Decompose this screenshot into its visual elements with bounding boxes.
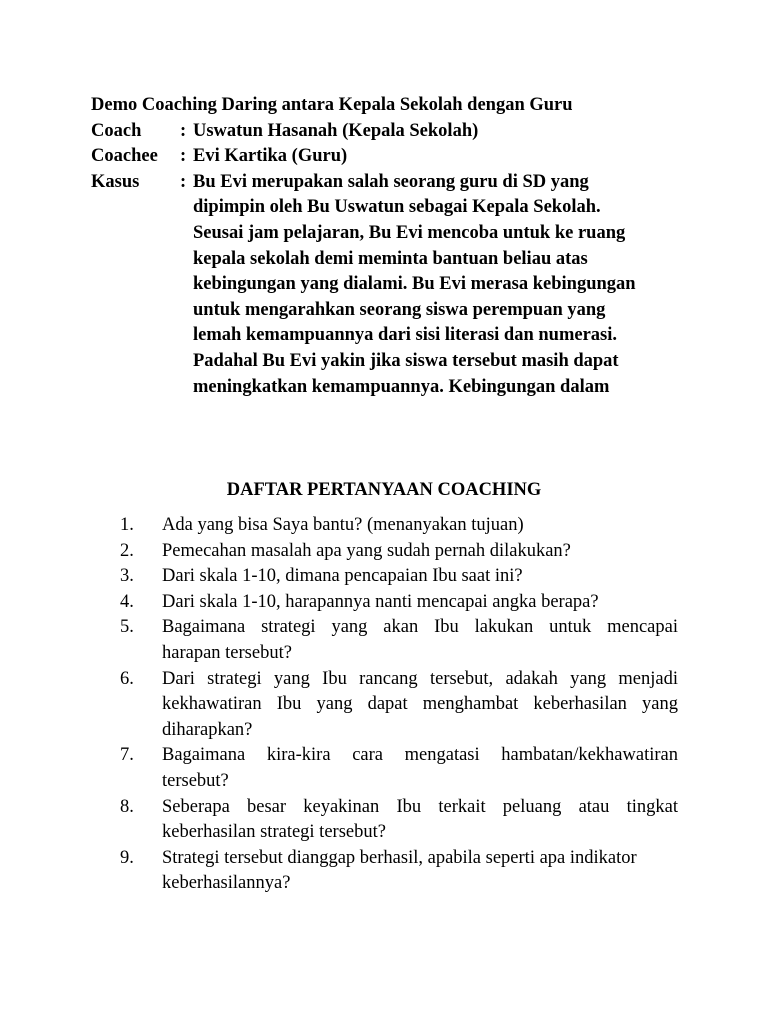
kasus-line: Seusai jam pelajaran, Bu Evi mencoba untuk ke ruang xyxy=(193,222,626,243)
question-number: 3. xyxy=(120,566,134,587)
question-line: Ada yang bisa Saya bantu? (menanyakan tujuan) xyxy=(162,515,524,535)
coachee-value: Evi Kartika (Guru) xyxy=(193,146,348,167)
question-number: 6. xyxy=(120,668,134,689)
question-line: Bagaimana kira-kira cara mengatasi hambatan/kekhawatiran xyxy=(162,745,678,766)
kasus-line: lemah kemampuannya dari sisi literasi dan numerasi. xyxy=(193,325,618,346)
question-line: Dari skala 1-10, harapannya nanti mencapai angka berapa? xyxy=(162,591,599,612)
question-text xyxy=(162,513,678,539)
question-text xyxy=(162,795,678,846)
document-title-row xyxy=(91,93,691,119)
question-item xyxy=(120,667,678,744)
kasus-line: Padahal Bu Evi yakin jika siswa tersebut masih dapat xyxy=(193,350,619,371)
question-line: harapan tersebut? xyxy=(162,642,292,663)
question-line: Bagaimana strategi yang akan Ibu lakukan untuk mencapai xyxy=(162,617,678,638)
coach-colon: : xyxy=(180,120,187,141)
question-item xyxy=(120,513,678,539)
coach-row xyxy=(91,119,691,145)
question-text xyxy=(162,846,678,897)
question-line: diharapkan? xyxy=(162,719,253,740)
coachee-row xyxy=(91,144,691,170)
question-text xyxy=(162,743,678,794)
document-title: Demo Coaching Daring antara Kepala Sekolah dengan Guru xyxy=(91,95,573,115)
question-item xyxy=(120,615,678,666)
question-text xyxy=(162,590,678,616)
kasus-colon: : xyxy=(180,171,187,192)
question-line: kekhawatiran Ibu yang dapat menghambat keberhasilan yang xyxy=(162,694,678,715)
question-item xyxy=(120,590,678,616)
question-list xyxy=(120,513,678,897)
question-line: keberhasilannya? xyxy=(162,873,291,894)
question-number: 7. xyxy=(120,745,134,766)
document-header xyxy=(91,93,691,400)
section-title: DAFTAR PERTANYAAN COACHING xyxy=(226,480,542,500)
kasus-line: kepala sekolah demi meminta bantuan beliau atas xyxy=(193,248,588,269)
kasus-line: meningkatkan kemampuannya. Kebingungan dalam xyxy=(193,376,610,397)
kasus-row xyxy=(91,170,691,400)
kasus-description xyxy=(193,170,691,400)
kasus-label: Kasus xyxy=(91,171,140,192)
coachee-colon: : xyxy=(180,146,187,167)
kasus-line: kebingungan yang dialami. Bu Evi merasa kebingungan xyxy=(193,274,636,295)
question-line: Pemecahan masalah apa yang sudah pernah dilakukan? xyxy=(162,540,571,561)
question-text xyxy=(162,539,678,565)
question-text xyxy=(162,667,678,744)
question-text xyxy=(162,615,678,666)
question-number: 1. xyxy=(120,515,134,535)
question-item xyxy=(120,539,678,565)
kasus-line: Bu Evi merupakan salah seorang guru di SD yang xyxy=(193,171,589,192)
question-item xyxy=(120,564,678,590)
question-text xyxy=(162,564,678,590)
question-number: 5. xyxy=(120,617,134,638)
question-number: 4. xyxy=(120,591,134,612)
question-number: 2. xyxy=(120,540,134,561)
question-number: 9. xyxy=(120,847,134,868)
kasus-line: untuk mengarahkan seorang siswa perempuan yang xyxy=(193,299,606,320)
question-line: keberhasilan strategi tersebut? xyxy=(162,822,386,843)
coachee-label: Coachee xyxy=(91,146,158,167)
question-item xyxy=(120,743,678,794)
question-line: Strategi tersebut dianggap berhasil, apabila seperti apa indikator xyxy=(162,847,637,868)
question-number: 8. xyxy=(120,796,134,817)
question-line: Seberapa besar keyakinan Ibu terkait peluang atau tingkat xyxy=(162,796,678,817)
question-line: tersebut? xyxy=(162,770,229,791)
question-item xyxy=(120,846,678,897)
coach-value: Uswatun Hasanah (Kepala Sekolah) xyxy=(193,120,479,141)
coach-label: Coach xyxy=(91,120,142,141)
kasus-line: dipimpin oleh Bu Uswatun sebagai Kepala Sekolah. xyxy=(193,197,601,218)
question-line: Dari strategi yang Ibu rancang tersebut, adakah yang menjadi xyxy=(162,668,678,689)
question-line: Dari skala 1-10, dimana pencapaian Ibu saat ini? xyxy=(162,566,523,587)
question-item xyxy=(120,795,678,846)
